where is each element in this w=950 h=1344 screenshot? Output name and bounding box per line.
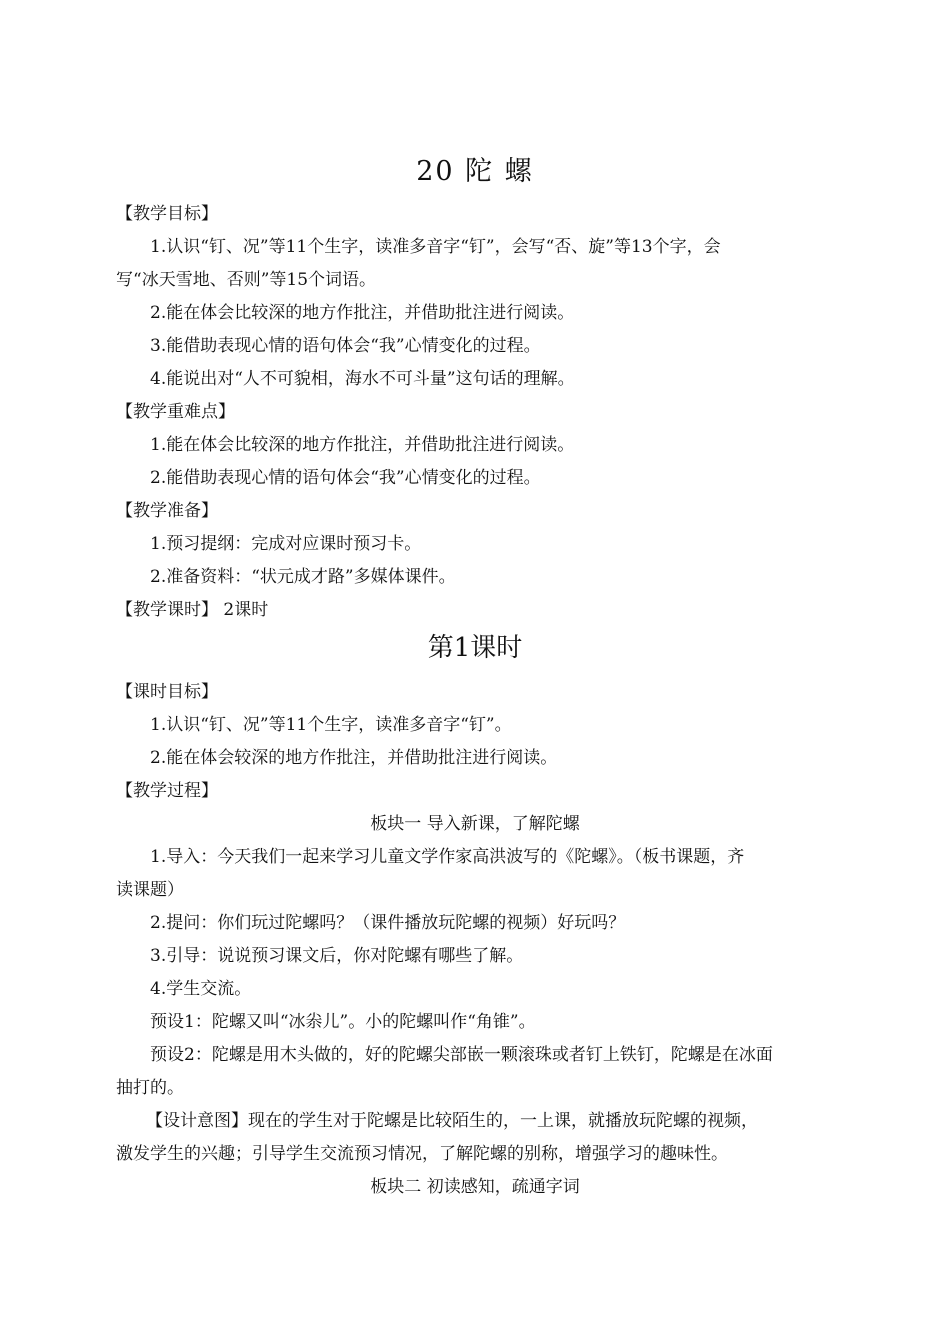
block-1-title: 板块一 导入新课，了解陀螺 — [370, 814, 580, 834]
lesson-goals-heading: 【课时目标】 — [116, 682, 218, 702]
goal-2: 2.能在体会比较深的地方作批注，并借助批注进行阅读。 — [150, 303, 575, 323]
preparation-1: 1.预习提纲：完成对应课时预习卡。 — [150, 534, 422, 554]
key-points-heading: 【教学重难点】 — [116, 402, 235, 422]
lesson-1-title: 第1课时 — [427, 633, 523, 663]
teaching-goals-heading: 【教学目标】 — [116, 204, 218, 224]
step-3: 3.引导：说说预习课文后，你对陀螺有哪些了解。 — [150, 946, 524, 966]
goal-3: 3.能借助表现心情的语句体会“我”心情变化的过程。 — [150, 336, 541, 356]
step-4: 4.学生交流。 — [150, 979, 252, 999]
preparation-2: 2.准备资料：“状元成才路”多媒体课件。 — [150, 567, 456, 587]
goal-1-line-1: 1.认识“钉、况”等11个生字，读准多音字“钉”，会写“否、旋”等13个字，会 — [150, 237, 721, 257]
step-1-line-1: 1.导入：今天我们一起来学习儿童文学作家高洪波写的《陀螺》。（板书课题，齐 — [150, 847, 745, 867]
key-point-1: 1.能在体会比较深的地方作批注，并借助批注进行阅读。 — [150, 435, 575, 455]
block-2-title: 板块二 初读感知，疏通字词 — [370, 1177, 580, 1197]
design-intent-line-1: 【设计意图】现在的学生对于陀螺是比较陌生的，一上课，就播放玩陀螺的视频， — [146, 1111, 758, 1131]
step-1-line-2: 读课题） — [116, 880, 184, 900]
goal-4: 4.能说出对“人不可貌相，海水不可斗量”这句话的理解。 — [150, 369, 575, 389]
preset-1: 预设1：陀螺又叫“冰尜儿”。小的陀螺叫作“角锥”。 — [150, 1012, 536, 1032]
document-title: 20 陀 螺 — [416, 156, 534, 187]
step-2: 2.提问：你们玩过陀螺吗？（课件播放玩陀螺的视频）好玩吗？ — [150, 913, 626, 933]
design-intent-line-2: 激发学生的兴趣；引导学生交流预习情况，了解陀螺的别称，增强学习的趣味性。 — [116, 1144, 728, 1164]
preset-2-line-2: 抽打的。 — [116, 1078, 184, 1098]
key-point-2: 2.能借助表现心情的语句体会“我”心情变化的过程。 — [150, 468, 541, 488]
lesson-goal-2: 2.能在体会较深的地方作批注，并借助批注进行阅读。 — [150, 748, 558, 768]
preset-2-line-1: 预设2：陀螺是用木头做的，好的陀螺尖部嵌一颗滚珠或者钉上铁钉，陀螺是在冰面 — [150, 1045, 773, 1065]
goal-1-line-2: 写“冰天雪地、否则”等15个词语。 — [116, 270, 377, 290]
process-heading: 【教学过程】 — [116, 781, 218, 801]
teaching-hours: 【教学课时】 2课时 — [116, 600, 269, 620]
preparation-heading: 【教学准备】 — [116, 501, 218, 521]
lesson-goal-1: 1.认识“钉、况”等11个生字，读准多音字“钉”。 — [150, 715, 512, 735]
